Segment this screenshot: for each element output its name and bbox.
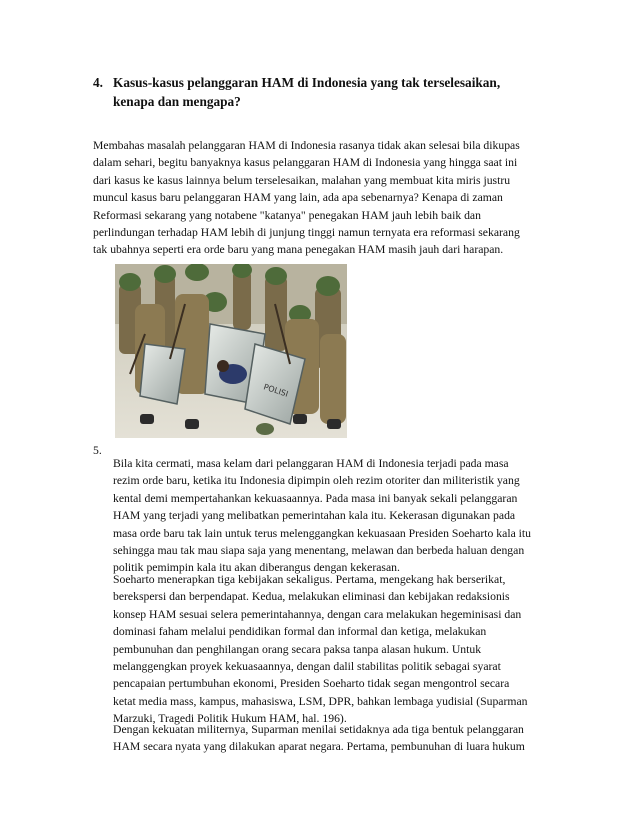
intro-paragraph: Membahas masalah pelanggaran HAM di Indonesia rasanya tidak akan selesai bila dikupas dalam sehari, begitu banyaknya kasus pelanggaran HAM di Indonesia yang hingga saat ini dari kasus ke kasus lainnya belum terselesaikan, malahan yang membuat kita miris justru muncul kasus baru pelanggaran HAM yang lain, ada apa sebenarnya? Kenapa di zaman Reformasi sekarang yang notabene "katanya" penegakan HAM jauh lebih baik dan perlindungan terhadap HAM lebih di junjung tinggi namun ternyata era reformasi sekarang tak ubahnya seperti era orde baru yang mana penegakan HAM masih jauh dari harapan. <box>93 139 520 257</box>
heading-number: 4. <box>93 75 103 90</box>
shield-text: POLISI <box>262 382 290 399</box>
list-item-number-5: 5. <box>93 444 102 457</box>
section-heading <box>93 73 563 111</box>
body-paragraph-3: Dengan kekuatan militernya, Suparman menilai setidaknya ada tiga bentuk pelanggaran HAM secara nyata yang dilakukan aparat negara. Pertama, pembunuhan di luara hukum <box>113 723 525 754</box>
body-paragraph-1: Bila kita cermati, masa kelam dari pelanggaran HAM di Indonesia terjadi pada masa rezim orde baru, ketika itu Indonesia dipimpin oleh rezim otoriter dan militeristik yang kental demi mempertahankan kekuasaannya. Pada masa ini banyak sekali pelanggaran HAM yang terjadi yang melibatkan pemerintahan kala itu. Kekerasan digunakan pada masa orde baru tak lain untuk terus melenggangkan kekuasaan Presiden Soeharto kala itu sehingga mau tak mau siapa saja yang menentang, melawan dan berbeda haluan dengan politik pemimpin kala itu akan diberangus dengan kekerasan. <box>113 457 532 575</box>
heading-title: Kasus-kasus pelanggaran HAM di Indonesia yang tak terselesaikan, kenapa dan mengapa? <box>113 75 501 109</box>
body-paragraph-2: Soeharto menerapkan tiga kebijakan sekaligus. Pertama, mengekang hak berserikat, berekspersi dan berpendapat. Kedua, melakukan eliminasi dan kebijakan redaksionis konsep HAM sesuai selera pemerintahannya, dengan cara melakukan hegeminisasi dan dominasi faham melalui pendidikan formal dan informal dan ketiga, melakukan pembunuhan dan penghilangan orang secara paksa tanpa alasan hukum. Untuk melanggengkan proyek kekuasaannya, dengan dalil stabilitas politik sebagai syarat pencapaian pertumbuhan ekonomi, Presiden Soeharto tidak segan mengontrol secara ketat media mass, kampus, mahasiswa, LSM, DPR, bahkan lembaga yudisial (Suparman Marzuki, Tragedi Politik Hukum HAM, hal. 196). <box>113 573 528 726</box>
riot-police-photo <box>115 264 347 438</box>
